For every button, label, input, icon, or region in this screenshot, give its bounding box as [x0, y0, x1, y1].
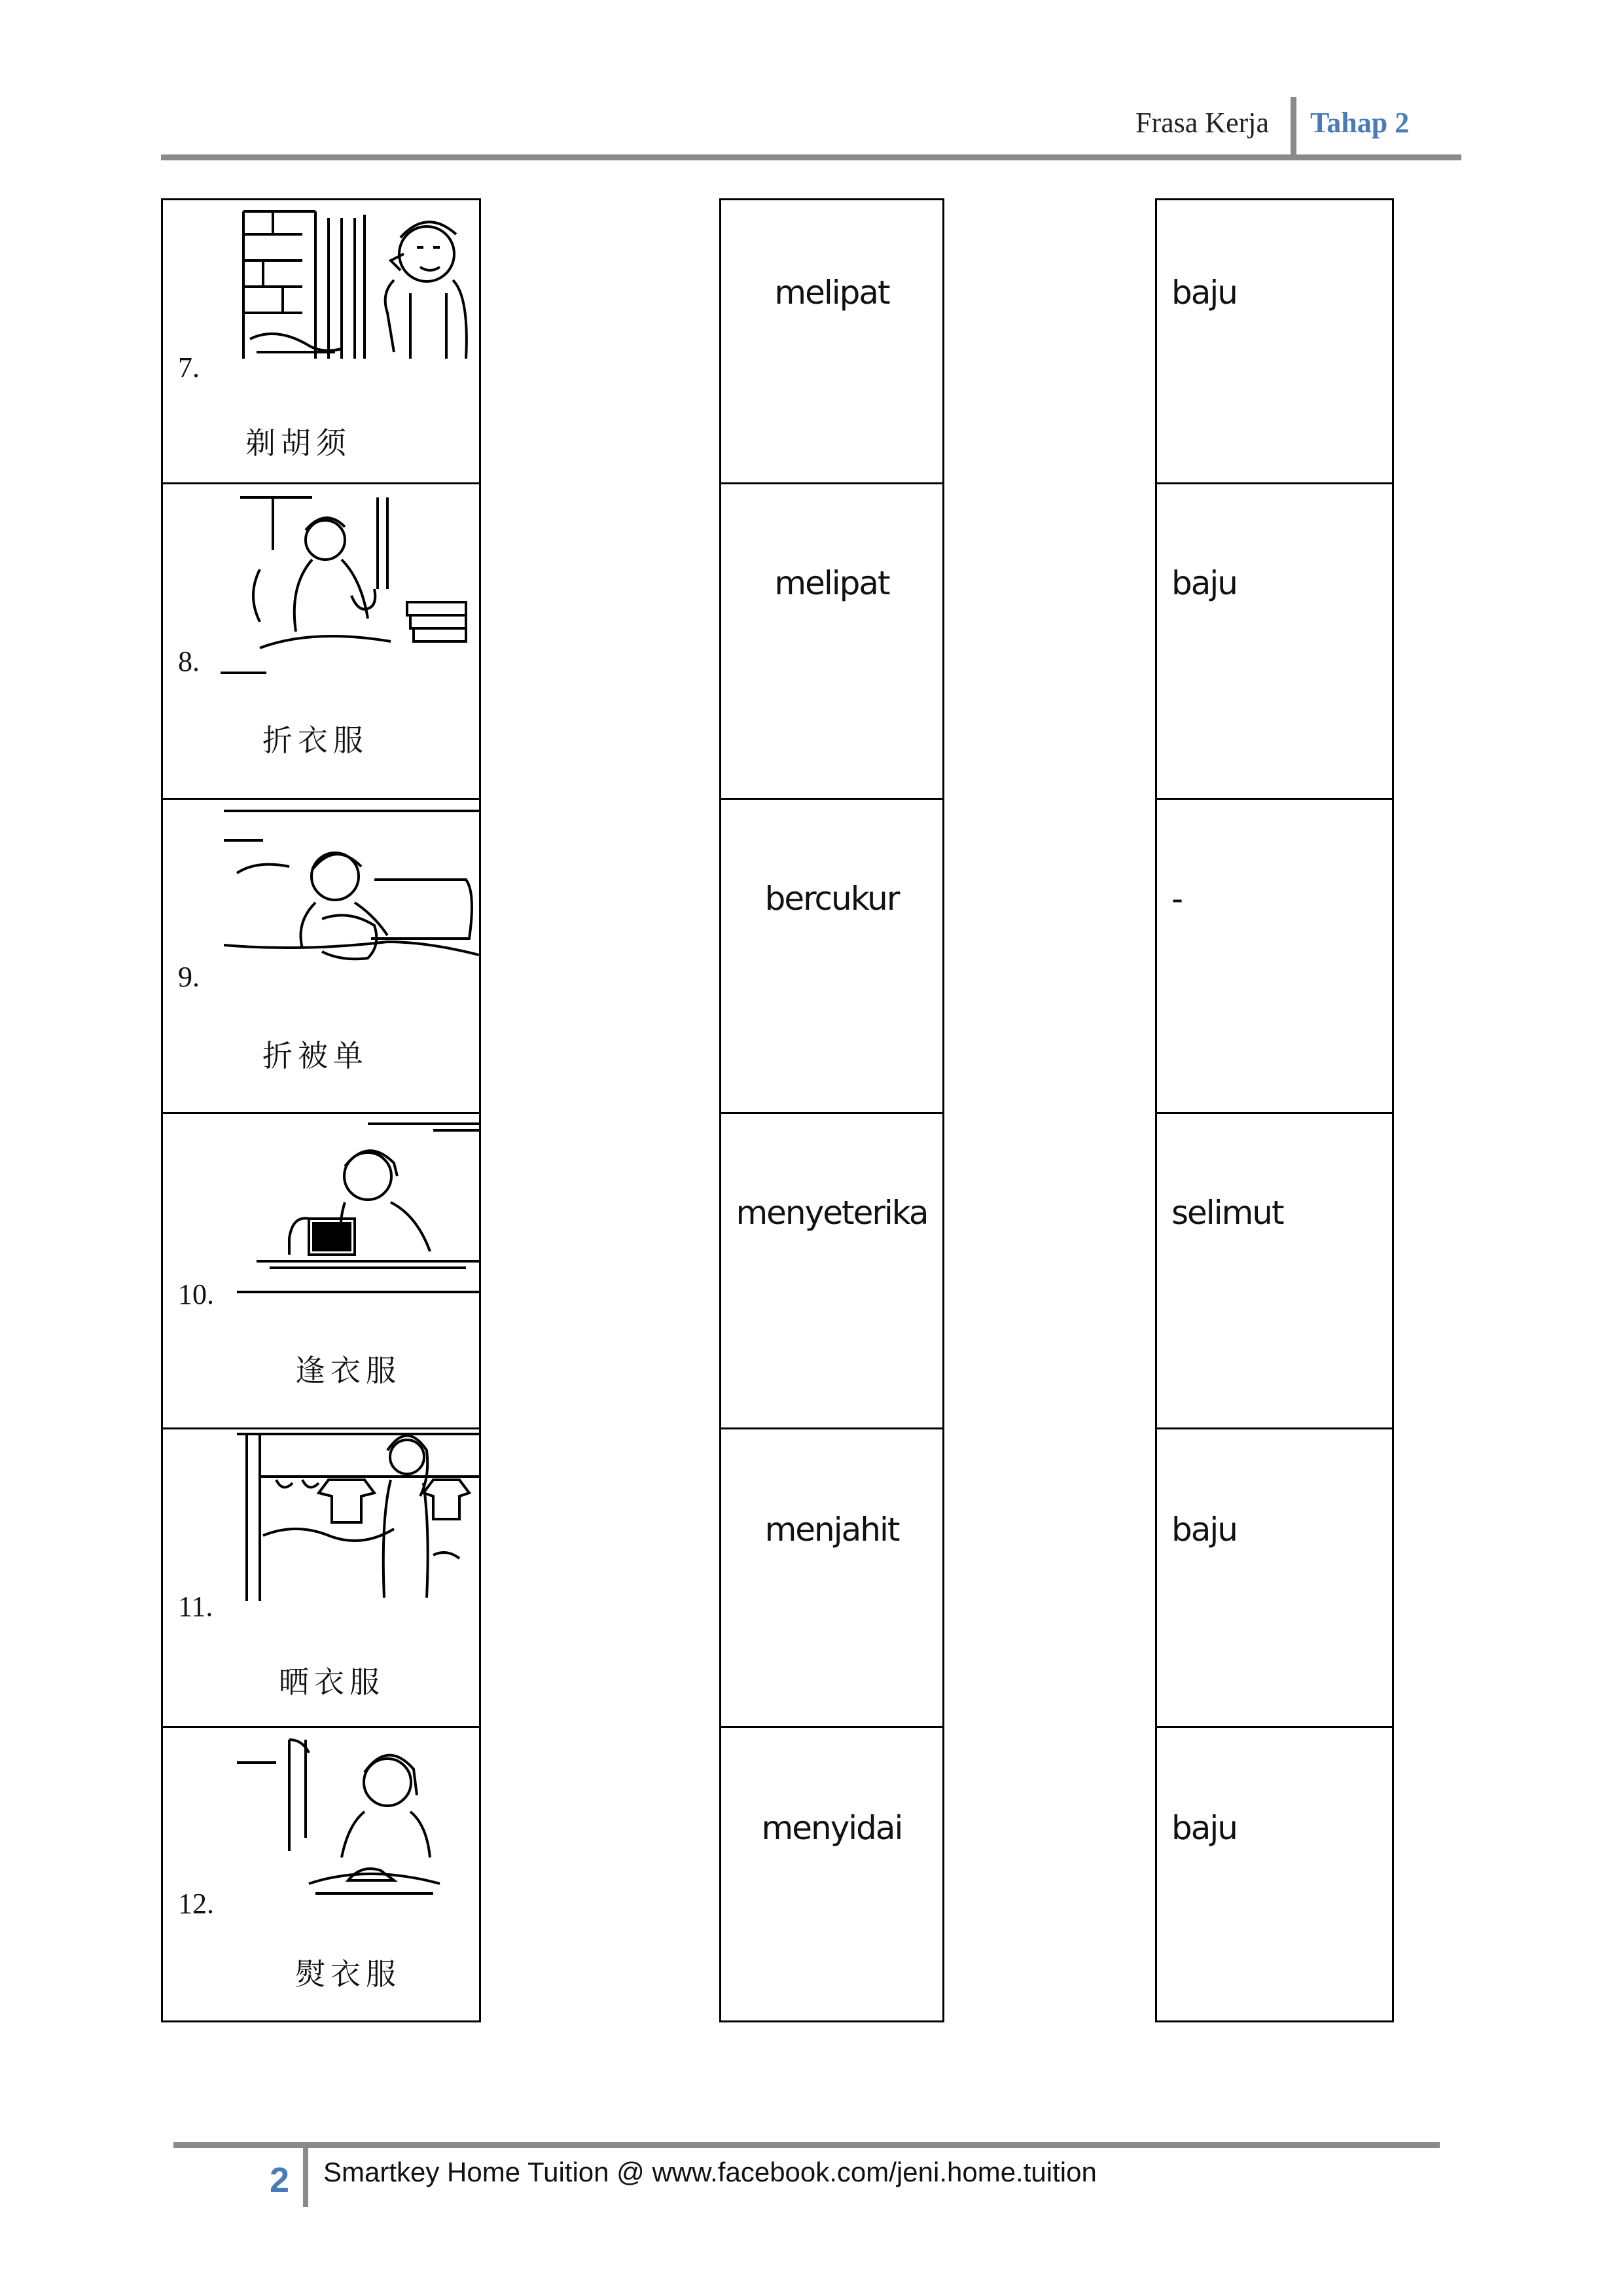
header-title: Frasa Kerja: [1135, 107, 1270, 139]
folding-clothes-illustration: [221, 491, 479, 681]
object-word: selimut: [1171, 1194, 1283, 1232]
footer-rule: [173, 2142, 1440, 2148]
picture-cell-7: [163, 200, 479, 484]
picture-column: [161, 198, 481, 2022]
item-number: 12.: [178, 1888, 214, 1920]
ironing-illustration: [237, 1733, 479, 1907]
object-cell: [1157, 1114, 1392, 1429]
object-word: baju: [1171, 1809, 1237, 1847]
object-word: baju: [1171, 274, 1237, 312]
object-cell: [1157, 1728, 1392, 2024]
object-word: baju: [1171, 564, 1237, 602]
verb-column: [719, 198, 944, 2022]
chinese-label: 熨衣服: [295, 1956, 401, 1992]
chinese-label: 逢衣服: [295, 1353, 401, 1388]
verb-word: menjahit: [764, 1511, 899, 1549]
verb-cell: [721, 1114, 942, 1429]
footer-divider: [303, 2147, 308, 2207]
header-stage: Tahap 2: [1310, 107, 1410, 139]
header-divider: [1291, 97, 1296, 157]
sewing-illustration: [237, 1121, 479, 1297]
verb-word: menyeterika: [736, 1194, 928, 1232]
picture-cell-11: [163, 1429, 479, 1728]
picture-cell-10: [163, 1114, 479, 1429]
verb-cell: [721, 200, 942, 484]
object-cell: [1157, 200, 1392, 484]
verb-word: melipat: [774, 274, 889, 312]
picture-cell-9: [163, 800, 479, 1114]
chinese-label: 折被单: [262, 1038, 368, 1073]
shaving-man-illustration: [237, 208, 479, 372]
folding-blanket-illustration: [224, 808, 479, 968]
verb-cell: [721, 1429, 942, 1728]
picture-cell-8: [163, 484, 479, 800]
picture-cell-12: [163, 1728, 479, 2024]
verb-word: melipat: [774, 564, 889, 602]
object-word: -: [1171, 880, 1183, 918]
verb-word: menyidai: [761, 1809, 902, 1847]
object-cell: [1157, 1429, 1392, 1728]
item-number: 8.: [178, 645, 200, 677]
item-number: 11.: [178, 1590, 213, 1623]
chinese-label: 折衣服: [262, 723, 368, 758]
verb-word: bercukur: [764, 880, 899, 918]
footer-text: Smartkey Home Tuition @ www.facebook.com/jeni.home.tuition: [323, 2157, 1097, 2187]
page-number: 2: [270, 2161, 290, 2200]
object-column: [1155, 198, 1394, 2022]
item-number: 9.: [178, 961, 200, 993]
header-rule: [161, 154, 1461, 160]
object-cell: [1157, 800, 1392, 1114]
object-word: baju: [1171, 1511, 1237, 1549]
item-number: 10.: [178, 1278, 214, 1310]
verb-cell: [721, 484, 942, 800]
verb-cell: [721, 800, 942, 1114]
chinese-label: 剃胡须: [245, 425, 351, 461]
object-cell: [1157, 484, 1392, 800]
hanging-clothes-illustration: [237, 1431, 479, 1601]
verb-cell: [721, 1728, 942, 2024]
item-number: 7.: [178, 351, 200, 384]
chinese-label: 晒衣服: [279, 1664, 385, 1700]
